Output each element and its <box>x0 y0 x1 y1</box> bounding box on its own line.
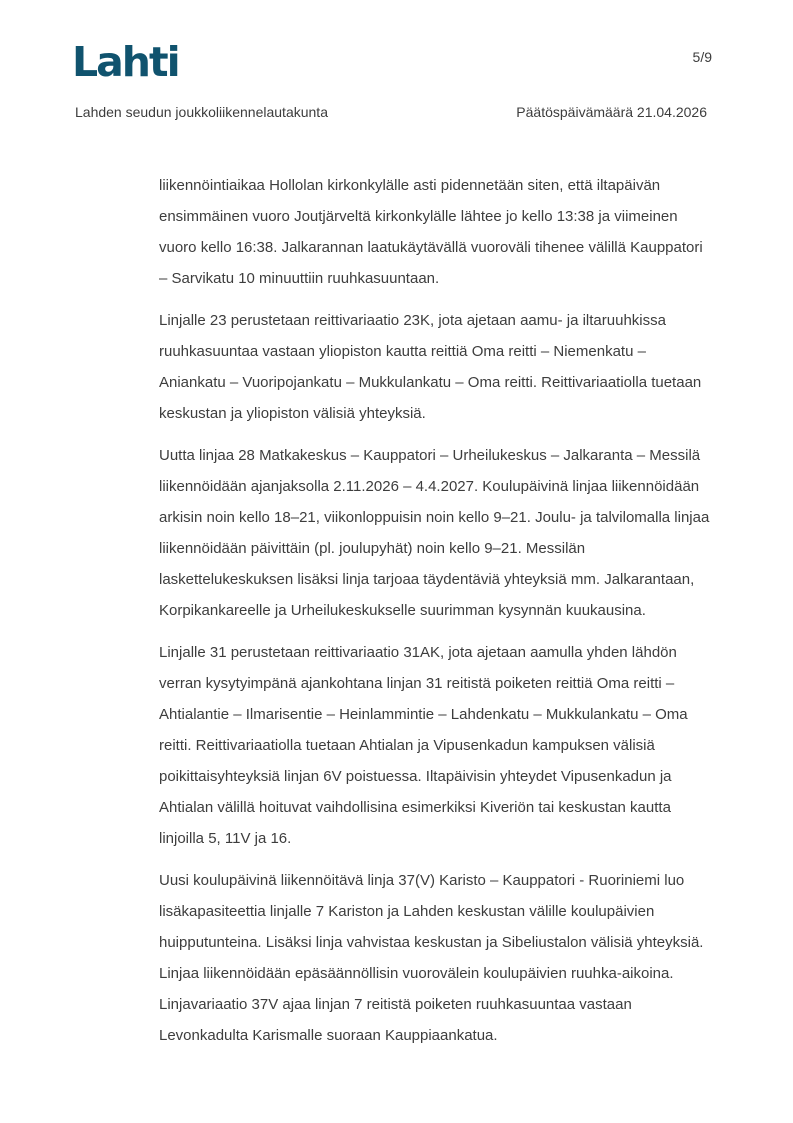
paragraph-5: Uusi koulupäivinä liikennöitävä linja 37(V) Karisto – Kauppatori - Ruoriniemi luo lisäkapasiteettia linjalle 7 Kariston ja Lahden keskustan välille koulupäivien huipputunteina. Lisäksi linja vahvistaa keskustan ja Sibeliustalon välisiä yhteyksiä. Linjaa liikennöidään epäsäännöllisin vuorovälein koulupäivien ruuhka-aikoina. Linjavariaatio 37V ajaa linjan 7 reitistä poiketen ruuhkasuuntaa vastaan Levonkadulta Karismalle suoraan Kauppiaankatua. <box>159 872 704 1044</box>
paragraph-2: Linjalle 23 perustetaan reittivariaatio 23K, jota ajetaan aamu- ja iltaruuhkissa ruuhkasuuntaa vastaan yliopiston kautta reittiä Oma reitti – Niemenkatu – Aniankatu – Vuoripojankatu – Mukkulankatu – Oma reitti. Reittivariaatiolla tuetaan keskustan ja yliopiston välisiä yhteyksiä. <box>159 312 702 422</box>
page-number: 5/9 <box>692 49 712 65</box>
header-committee-name: Lahden seudun joukkoliikennelautakunta <box>75 104 328 120</box>
document-body <box>159 170 713 1062</box>
paragraph-3: Uutta linjaa 28 Matkakeskus – Kauppatori – Urheilukeskus – Jalkaranta – Messilä liikennöidään ajanjaksolla 2.11.2026 – 4.4.2027. Koulupäivinä linjaa liikennöidään arkisin noin kello 18–21, viikonloppuisin noin kello 9–21. Joulu- ja talvilomalla linjaa liikennöidään päivittäin (pl. joulupyhät) noin kello 9–21. Messilän laskettelukeskuksen lisäksi linja tarjoaa täydentäviä yhteyksiä mm. Jalkarantaan, Korpikankareelle ja Urheilukeskukselle suurimman kysynnän kuukausina. <box>159 447 710 619</box>
lahti-logo: Lahti <box>72 38 179 86</box>
paragraph-4: Linjalle 31 perustetaan reittivariaatio 31AK, jota ajetaan aamulla yhden lähdön verran kysytyimpänä ajankohtana linjan 31 reitistä poiketen reittiä Oma reitti – Ahtialantie – Ilmarisentie – Heinlammintie – Lahdenkatu – Mukkulankatu – Oma reitti. Reittivariaatiolla tuetaan Ahtialan ja Vipusenkadun kampuksen välisiä poikittaisyhteyksiä linjan 6V poistuessa. Iltapäivisin yhteydet Vipusenkadun ja Ahtialan välillä hoituvat vaihdollisina esimerkiksi Kiveriön tai keskustan kautta linjoilla 5, 11V ja 16. <box>159 644 688 847</box>
paragraph-1: liikennöintiaikaa Hollolan kirkonkylälle asti pidennetään siten, että iltapäivän ensimmäinen vuoro Joutjärveltä kirkonkylälle lähtee jo kello 13:38 ja viimeinen vuoro kello 16:38. Jalkarannan laatukäytävällä vuoroväli tihenee välillä Kauppatori – Sarvikatu 10 minuuttiin ruuhkasuuntaan. <box>159 177 703 287</box>
header-decision-date: Päätöspäivämäärä 21.04.2026 <box>516 104 707 120</box>
